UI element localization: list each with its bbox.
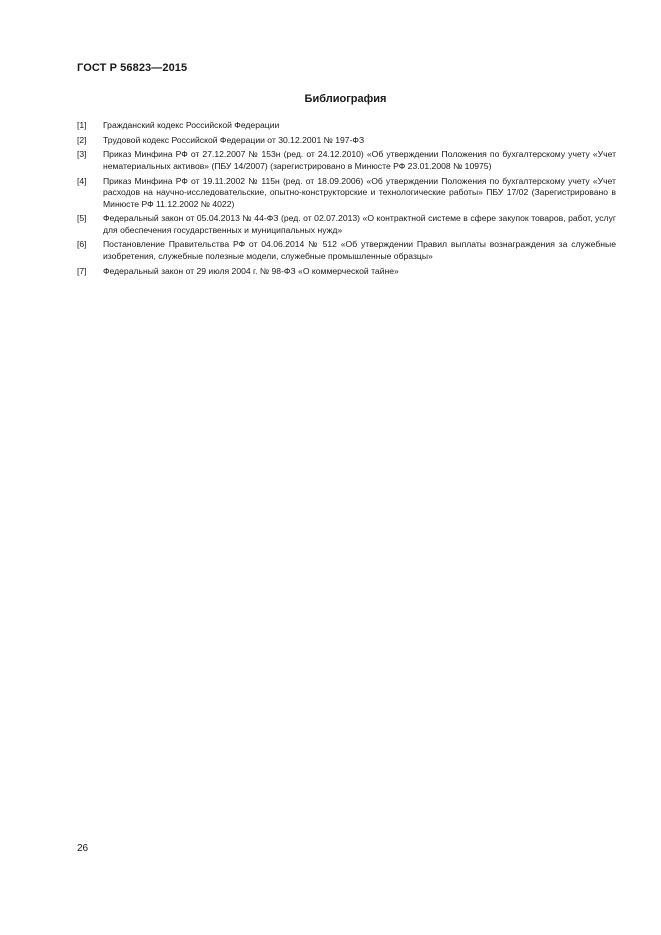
bibliography-item: [77, 213, 616, 236]
bibliography-item-number: [2]: [77, 134, 87, 145]
bibliography-item: [77, 149, 616, 172]
page-number: 26: [77, 843, 89, 854]
bibliography-item-number: [1]: [77, 120, 87, 130]
bibliography-item-number: [4]: [77, 175, 87, 186]
bibliography-item-text: Постановление Правительства РФ от 04.06.2014 № 512 «Об утверждении Правил выплаты вознаграждения за служебные изобретения, служебные полезные модели, служебные промышленные образцы»: [103, 239, 616, 261]
bibliography-item-number: [6]: [77, 239, 87, 250]
section-title: Библиография: [304, 93, 387, 105]
bibliography-item-text: Приказ Минфина РФ от 27.12.2007 № 153н (ред. от 24.12.2010) «Об утверждении Положения по бухгалтерскому учету «Учет нематериальных активов» (ПБУ 14/2007) (зарегистрировано в Минюсте РФ 23.01.2008 № 10975): [103, 149, 616, 171]
bibliography-item: [77, 176, 616, 211]
bibliography-list: [77, 120, 616, 280]
bibliography-item: [77, 266, 616, 278]
bibliography-item-text: Федеральный закон от 29 июля 2004 г. № 98-ФЗ «О коммерческой тайне»: [103, 265, 399, 276]
bibliography-item-number: [5]: [77, 213, 87, 224]
bibliography-item-number: [3]: [77, 149, 87, 160]
bibliography-item-number: [7]: [77, 265, 87, 276]
document-code-header: ГОСТ Р 56823—2015: [77, 62, 188, 74]
bibliography-item: [77, 135, 616, 147]
bibliography-item-text: Приказ Минфина РФ от 19.11.2002 № 115н (ред. от 18.09.2006) «Об утверждении Положения по бухгалтерскому учету «Учет расходов на научно-исследовательские, опытно-конструкторские и технологические работы» ПБУ 17/02 (Зарегистрировано в Минюсте РФ 11.12.2002 № 4022): [103, 175, 616, 209]
bibliography-item: [77, 239, 616, 262]
bibliography-item-text: Трудовой кодекс Российской Федерации от 30.12.2001 № 197-ФЗ: [103, 134, 365, 145]
bibliography-item-text: Федеральный закон от 05.04.2013 № 44-ФЗ (ред. от 02.07.2013) «О контрактной системе в сфере закупок товаров, работ, услуг для обеспечения государственных и муниципальных нужд»: [103, 213, 616, 235]
bibliography-item: [77, 120, 616, 132]
bibliography-item-text: Гражданский кодекс Российской Федерации: [103, 120, 280, 130]
